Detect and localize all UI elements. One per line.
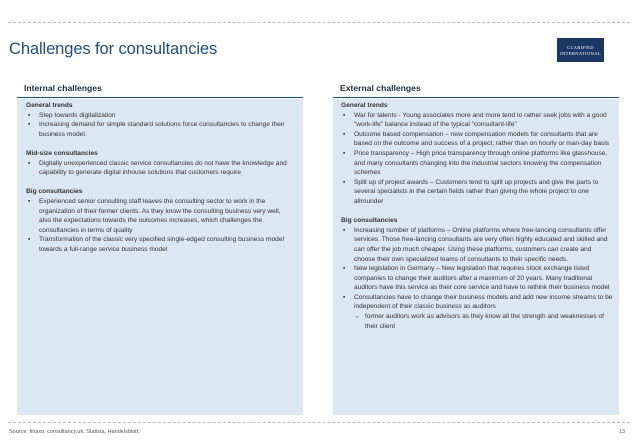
external-bullet: ▪ Outcome based compensation – new compensation models for consultants that are based on the outcome and success of a project, rather than on hourly or man-day basis xyxy=(341,130,613,149)
bottom-divider xyxy=(8,422,630,423)
external-section-heading: General trends xyxy=(341,102,388,109)
external-section-heading: Big consultancies xyxy=(341,217,398,225)
internal-challenges-header: Internal challenges xyxy=(24,83,102,93)
external-bullet: ▪ Split up of project awards – Customers tend to split up projects and give the parts to several specialists in the certain fields rather than giving the whole project to one allrounder xyxy=(341,178,613,207)
external-bullet: ▪ Price transparency – High price transparency through online platforms like glasshouse, and many consultants changing into the industrial sectors knowing the compensation schemes xyxy=(341,149,613,178)
external-challenges-header: External challenges xyxy=(340,83,421,93)
source-note: Source: finaxo, consultancy.uk, Statista, Handelsblatt; xyxy=(9,429,140,435)
external-bullet: ▪ Increasing number of platforms – Online platforms where free-lancing consultants offer services. Those free-lancing consultants are very often highly educated and skilled and can offer the job much cheaper. Using these platforms, customers can create and choose their own specialized teams of consultants to their specific needs. xyxy=(341,226,613,264)
internal-section-heading: Mid-size consultancies xyxy=(26,149,98,157)
top-divider xyxy=(8,22,630,23)
internal-bullet: ▪ Transformation of the classic very specified single-edged consulting business model towards a full-range service business model xyxy=(26,235,294,254)
internal-bullet: ▪ Increasing demand for simple standard solutions force consultancies to change their business model. xyxy=(26,120,294,139)
page-title: Challenges for consultancies xyxy=(9,40,218,58)
internal-bullet: ▪ Experienced senior consulting staff leaves the consulting sector to work in the organization of their former clients. As they know the consulting business very well, also the expectations towards the outcomes increases, which challenges the consultancies in terms of quality xyxy=(26,197,294,235)
external-challenges-content xyxy=(341,101,613,331)
internal-section-heading: General trends xyxy=(26,102,73,109)
internal-bullet: ▪ Digitally unexperienced classic service consultancies do not have the knowledge and capability to generate digital inhouse solutions that customers require xyxy=(26,159,294,178)
external-bullet: ▪ War for talents - Young associates more and more tend to rather seek jobs with a good “work-life” balance instead of the typical “consultant-life” xyxy=(341,111,613,130)
external-arrow-subitem: → former auditors work as advisors as they know all the strength and weaknesses of their client xyxy=(341,312,613,331)
internal-bullet: ▪ Step towards digitalization xyxy=(26,111,294,121)
page-number: 13 xyxy=(619,429,626,435)
company-logo: CLARIFIED INTERNATIONAL xyxy=(557,38,604,62)
internal-challenges-content xyxy=(26,101,294,255)
internal-section-heading: Big consultancies xyxy=(26,188,83,196)
external-header-rule xyxy=(333,97,619,98)
external-bullet: ▪ Consultancies have to change their business models and add new income streams to be independent of their classic business as auditors xyxy=(341,293,613,312)
internal-header-rule xyxy=(17,97,303,98)
external-bullet: ▪ New legislation in Germany – New legislation that requires stock exchange listed companies to change their auditors after a maximum of 20 years. Many traditional auditors have this service as their core service and have to rethink their business model xyxy=(341,264,613,293)
